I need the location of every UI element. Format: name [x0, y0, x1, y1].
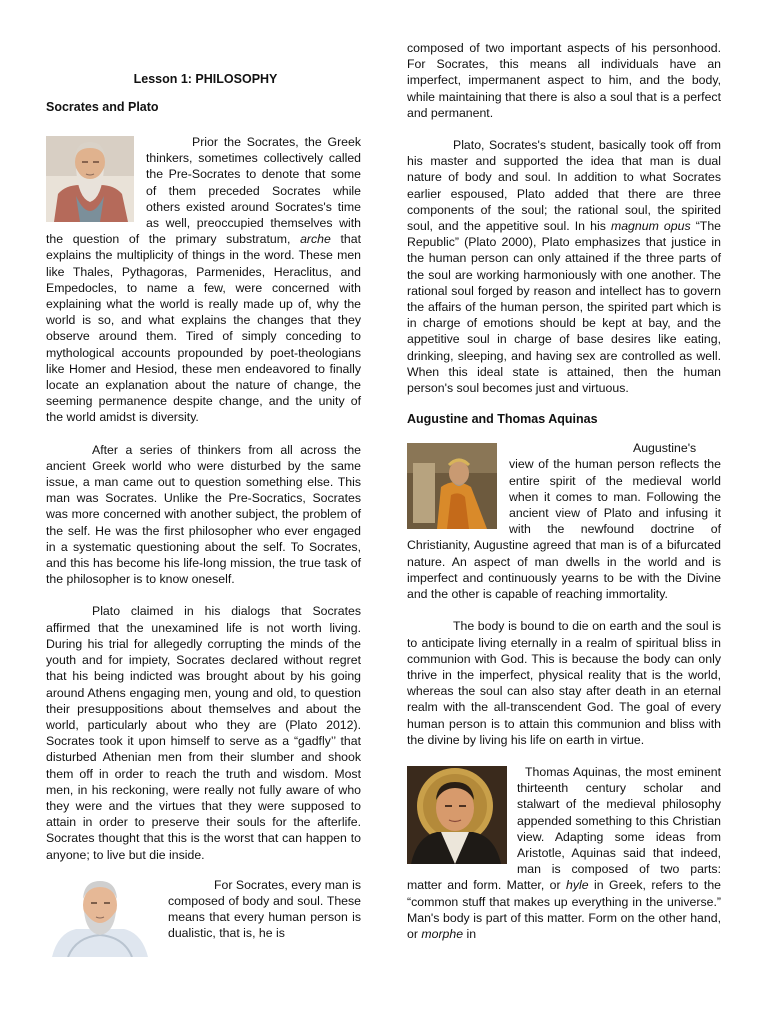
lesson-title: Lesson 1: PHILOSOPHY [133, 72, 278, 86]
paragraph-unexamined-life: Plato claimed in his dialogs that Socrates affirmed that the unexamined life is not worth living. During his trial for allegedly corrupting the minds of the youth and for impiety, Socrates declared without regret that his being indicted was brought about by his going around Athens engaging men, young and old, to question their presuppositions about themselves and about the world, particularly about who they are (Plato 2012). Socrates took it upon himself to serve as a “gadfly’’ that disturbed Athenian men from their slumber and shook them off in order to reach the truth and wisdom. Most men, in his reckoning, were really not fully aware of who they were and the virtues that they were supposed to attain in order to preserve their souls for the afterlife. Socrates thought that this is the worst that can happen to anyone; to live but die inside. [46, 604, 361, 862]
paragraph-presocratics-part-a: Prior the Socrates, the Greek thinkers, sometimes collectively called the Pre-Socrates to denote that some of them preceded Socrates while others existed around Socrates's time as well, preoccupied themselves with the question of the primary substratum, [46, 135, 361, 247]
paragraph-body-soul: For Socrates, every man is composed of body and soul. These means that every human person is dualistic, that is, he is [168, 877, 361, 941]
paragraph-plato-soul [407, 137, 721, 396]
paragraph-aquinas-part-c: in [463, 926, 477, 941]
right-column [407, 40, 721, 942]
paragraph-augustine: Augustine's view of the human person reflects the entire spirit of the medieval world when it comes to man. Following the ancient view of Plato and infusing it with the newfound doctrine of Christianity, Augustine agreed that man is of a bifurcated nature. An aspect of man dwells in the world and is imperfect and continuously yearns to be with the Divine and the other is capable of reaching immortality. [407, 441, 721, 602]
socrates-block [46, 877, 361, 942]
plato-portrait-image [46, 136, 134, 222]
socrates-portrait [46, 877, 154, 957]
plato-portrait [46, 136, 134, 222]
left-column [46, 40, 361, 957]
paragraph-aquinas-part-b: in Greek, refers to the “common stuff that makes up everything in the universe.” Man's body is part of this matter. Form on the other hand, or [407, 878, 722, 941]
paragraph-plato-part-a: Plato, Socrates's student, basically took off from his master and supported the idea that man is dual nature of body and soul. In addition to what Socrates earlier espoused, Plato added that there are three components of the soul; the rational soul, the spirited soul, and the appetitive soul. In his [407, 138, 721, 234]
aquinas-portrait-image [407, 766, 507, 864]
magnum-opus-term: magnum opus [610, 219, 691, 234]
paragraph-socrates-self: After a series of thinkers from all across the ancient Greek world who were disturbed by the same issue, a man came out to question something else. This man was Socrates. Unlike the Pre-Socratics, Socrates was more concerned with another subject, the problem of the self. He was the first philosopher who ever engaged in a systematic questioning about the self. To Socrates, and this has become his life-long mission, the true task of the philosopher is to know oneself. [46, 442, 361, 587]
augustine-portrait [407, 443, 497, 529]
paragraph-plato-part-b: “The Republic” (Plato 2000), Plato emphasizes that justice in the human person can only attained if the three parts of the soul are working harmoniously with one another. The rational soul forged by reason and intellect has to govern the affairs of the human person, the spirited part which is in charge of emotions should be kept at bay, and the appetitive soul in charge of base desires like eating, drinking, sleeping, and having sex are controlled as well. When this ideal state is attained, then the human person's soul becomes just and virtuous. [407, 219, 721, 396]
socrates-portrait-image [46, 877, 154, 957]
paragraph-body-bound: The body is bound to die on earth and the soul is to anticipate living eternally in a realm of spiritual bliss in communion with God. This is because the body can only thrive in the imperfect, physical reality that is the world, whereas the soul can also stay after death in an eternal realm with the all-transcendent God. The goal of every human person is to attain this communion and bliss with the divine by living his life on earth in virtue. [407, 619, 721, 747]
morphe-term: morphe [421, 926, 464, 941]
arche-term: arche [300, 232, 331, 247]
augustine-portrait-image [407, 443, 497, 529]
aquinas-portrait [407, 766, 507, 864]
section-heading-augustine-aquinas: Augustine and Thomas Aquinas [407, 412, 598, 427]
aquinas-block [407, 764, 721, 942]
hyle-term: hyle [566, 878, 589, 893]
paragraph-personhood: composed of two important aspects of his personhood. For Socrates, this means all individuals have an imperfect, impermanent aspect to him, and the body, while maintaining that there is also a soul that is a perfect and permanent. [407, 41, 721, 120]
section-heading-socrates-plato: Socrates and Plato [46, 100, 159, 114]
paragraph-presocratics-part-b: that explains the multiplicity of things in the word. These men like Thales, Pythagoras, Parmenides, Heraclitus, and Empedocles, to name a few, were concerned with explaining what the world is really made up of, why the world is so, and what explains the changes that they observe around them. Tired of simply conceding to mythological accounts propounded by poet-theologians like Homer and Hesiod, these men endeavored to finally locate an explanation about the nature of change, the seeming permanence despite change, and the unity of the world amidst is diversity. [46, 232, 361, 425]
paragraph-aquinas-part-a: Thomas Aquinas, the most eminent thirteenth century scholar and stalwart of the medieval philosophy appended something to this Christian view. Adapting some ideas from Aristotle, Aquinas said that indeed, man is composed of two parts: matter and form. Matter, or [407, 764, 721, 893]
